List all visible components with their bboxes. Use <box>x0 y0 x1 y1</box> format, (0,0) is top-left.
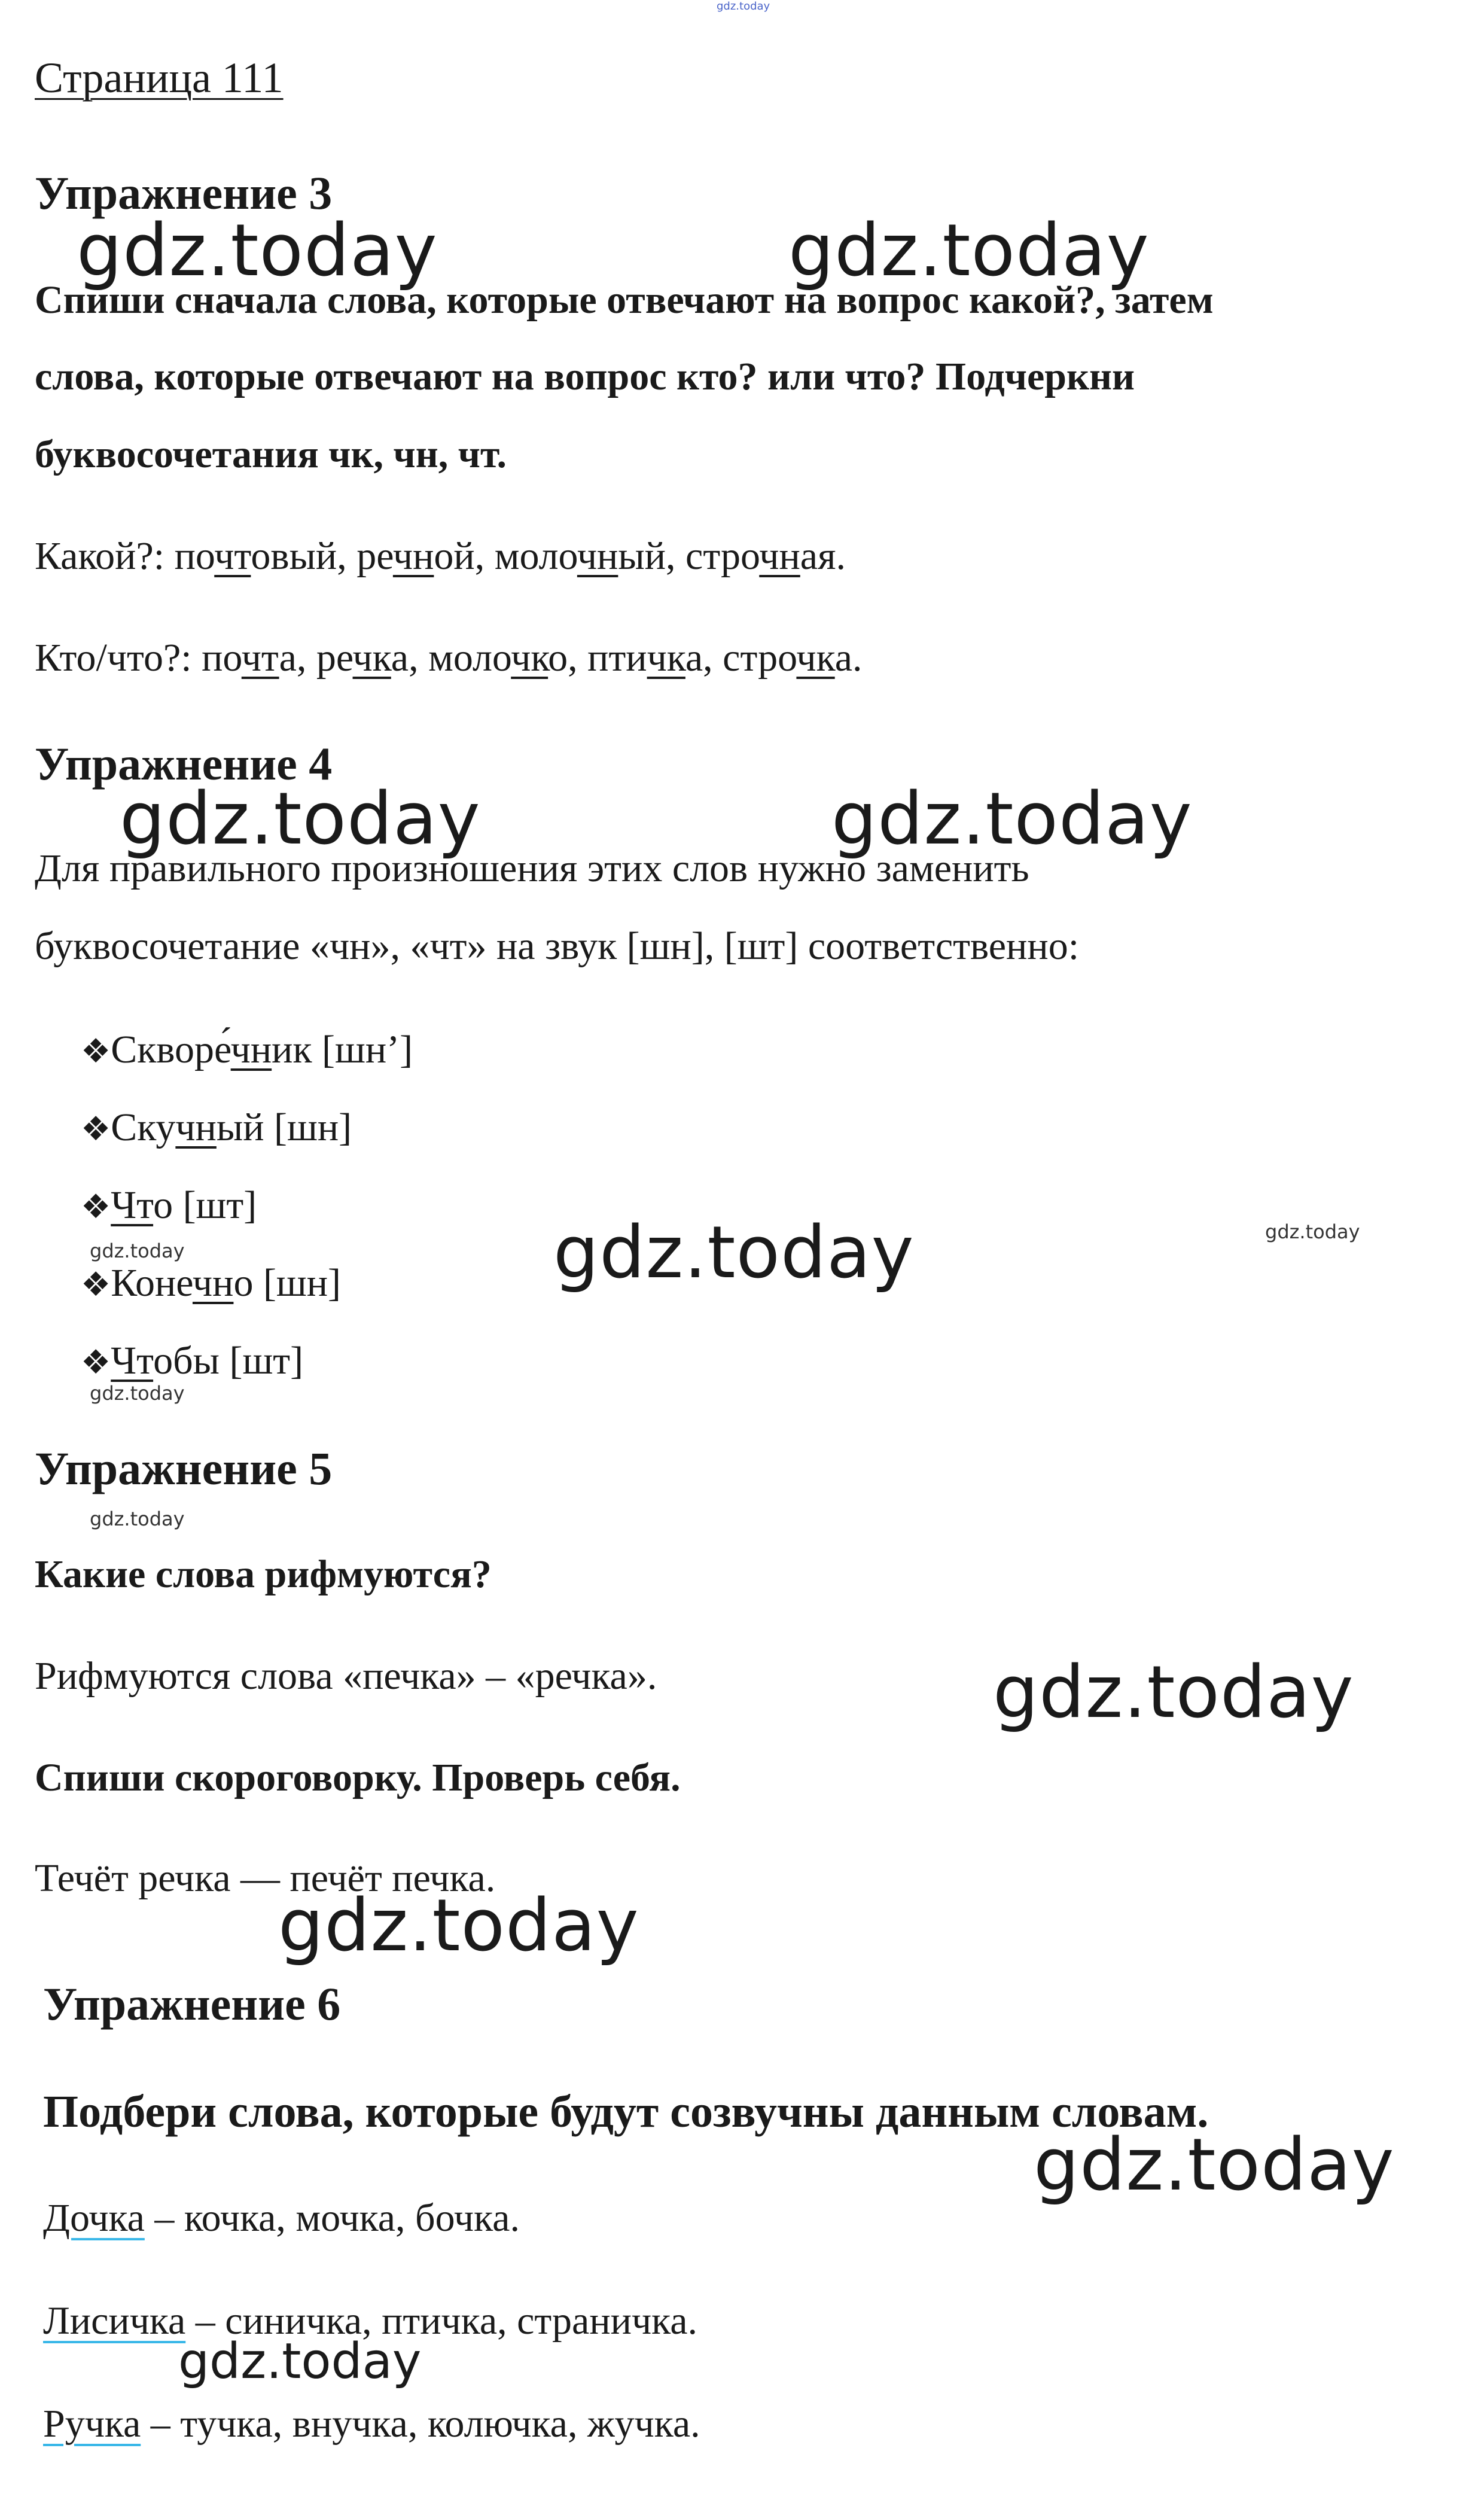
exercise-6-word: Дочка <box>43 2196 145 2240</box>
list-item-text <box>111 1339 303 1383</box>
text-segment: ый, стро <box>618 534 760 578</box>
list-item-text <box>111 1106 352 1149</box>
page-title: Страница 111 <box>35 54 284 102</box>
watermark-text: gdz.today <box>90 1508 185 1530</box>
watermark-text: gdz.today <box>90 1382 185 1405</box>
exercise-4-text-line-2: буквосочетание «чн», «чт» на звук [шн], [шт] соответственно: <box>35 924 1080 968</box>
watermark-text: gdz.today <box>77 209 438 293</box>
exercise-4-list-item <box>81 1259 341 1309</box>
diamond-bullet-icon: ❖ <box>81 1265 111 1304</box>
exercise-4-heading: Упражнение 4 <box>35 738 333 790</box>
underlined-letters: чк <box>511 636 548 680</box>
exercise-4-list-item <box>81 1104 352 1153</box>
underlined-letters: чт <box>241 636 279 680</box>
exercise-3-task-line-1: Спиши сначала слова, которые отвечают на вопрос какой?, затем <box>35 278 1214 322</box>
text-segment: ый [шн] <box>216 1106 352 1149</box>
exercise-3-answer-adjectives <box>35 532 846 580</box>
text-segment: о [шн] <box>233 1261 342 1305</box>
exercise-4-list-item <box>81 1337 303 1387</box>
exercise-3-answer-nouns <box>35 634 862 682</box>
exercise-6-rhymes: – синичка, птичка, страничка. <box>185 2299 698 2343</box>
exercise-3-task-line-2: слова, которые отвечают на вопрос кто? или что? Подчеркни <box>35 355 1135 398</box>
list-item-text <box>111 1183 257 1227</box>
text-segment: а, моло <box>391 636 511 680</box>
exercise-6-task: Подбери слова, которые будут созвучны данным словам. <box>43 2087 1209 2137</box>
underlined-letters: чк <box>647 636 685 680</box>
exercise-6-heading: Упражнение 6 <box>43 1978 341 2030</box>
exercise-6-rhymes: – тучка, внучка, колючка, жучка. <box>141 2402 700 2446</box>
text-segment: овый, ре <box>251 534 393 578</box>
exercise-3-task-line-3: буквосочетания чк, чн, чт. <box>35 433 507 476</box>
underlined-letters: чн <box>230 1028 272 1071</box>
exercise-4-list-item <box>81 1026 413 1076</box>
text-segment: ая. <box>800 534 846 578</box>
text-segment: о, пти <box>548 636 647 680</box>
text-segment: Кто/что?: по <box>35 636 242 680</box>
watermark-top: gdz.today <box>717 0 770 13</box>
text-segment: а, ре <box>279 636 353 680</box>
exercise-5-heading: Упражнение 5 <box>35 1442 333 1494</box>
diamond-bullet-icon: ❖ <box>81 1032 111 1071</box>
exercise-6-word: Ручка <box>43 2402 141 2446</box>
underlined-letters: чн <box>577 534 618 578</box>
underlined-letters: чк <box>352 636 391 680</box>
diamond-bullet-icon: ❖ <box>81 1110 111 1149</box>
list-item-text <box>111 1261 341 1305</box>
text-segment: а, стро <box>685 636 797 680</box>
text-segment: обы [шт] <box>153 1339 304 1383</box>
exercise-6-rhymes: – кочка, мочка, бочка. <box>144 2196 520 2240</box>
diamond-bullet-icon: ❖ <box>81 1187 111 1226</box>
watermark-text: gdz.today <box>178 2333 422 2390</box>
text-segment: Коне <box>111 1261 193 1305</box>
watermark-text: gdz.today <box>788 209 1150 293</box>
underlined-letters: Чт <box>111 1339 154 1383</box>
text-segment: а. <box>834 636 863 680</box>
watermark-text: gdz.today <box>831 778 1193 861</box>
exercise-6-word: Лисичка <box>43 2299 186 2343</box>
exercise-6-row <box>43 2194 520 2242</box>
underlined-letters: чн <box>175 1106 217 1149</box>
list-item-text <box>111 1028 413 1071</box>
underlined-letters: чт <box>214 534 251 578</box>
underlined-letters: Чт <box>111 1183 154 1227</box>
exercise-5-question-1: Какие слова рифмуются? <box>35 1552 492 1596</box>
exercise-5-question-2: Спиши скороговорку. Проверь себя. <box>35 1756 681 1799</box>
watermark-text: gdz.today <box>278 1884 639 1968</box>
text-segment: Скворе́ <box>111 1028 231 1071</box>
watermark-text: gdz.today <box>993 1651 1354 1734</box>
exercise-3-heading: Упражнение 3 <box>35 167 333 219</box>
text-segment: Ску <box>111 1106 176 1149</box>
exercise-5-answer-1: Рифмуются слова «печка» – «речка». <box>35 1654 657 1698</box>
underlined-letters: чк <box>796 636 835 680</box>
text-segment: Какой?: по <box>35 534 215 578</box>
watermark-text: gdz.today <box>1034 2124 1395 2207</box>
diamond-bullet-icon: ❖ <box>81 1343 111 1382</box>
watermark-text: gdz.today <box>553 1211 915 1295</box>
text-segment: ик [шн’] <box>272 1028 413 1071</box>
watermark-text: gdz.today <box>120 778 481 861</box>
exercise-4-text-line-1: Для правильного произношения этих слов нужно заменить <box>35 847 1029 890</box>
underlined-letters: чн <box>759 534 800 578</box>
underlined-letters: чн <box>392 534 434 578</box>
exercise-5-answer-2: Течёт речка — печёт печка. <box>35 1856 496 1900</box>
watermark-text: gdz.today <box>90 1240 185 1262</box>
watermark-text: gdz.today <box>1265 1220 1360 1243</box>
text-segment: о [шт] <box>153 1183 257 1227</box>
exercise-4-list-item <box>81 1182 257 1231</box>
underlined-letters: чн <box>192 1261 234 1305</box>
exercise-6-row <box>43 2400 700 2448</box>
text-segment: ой, моло <box>434 534 577 578</box>
